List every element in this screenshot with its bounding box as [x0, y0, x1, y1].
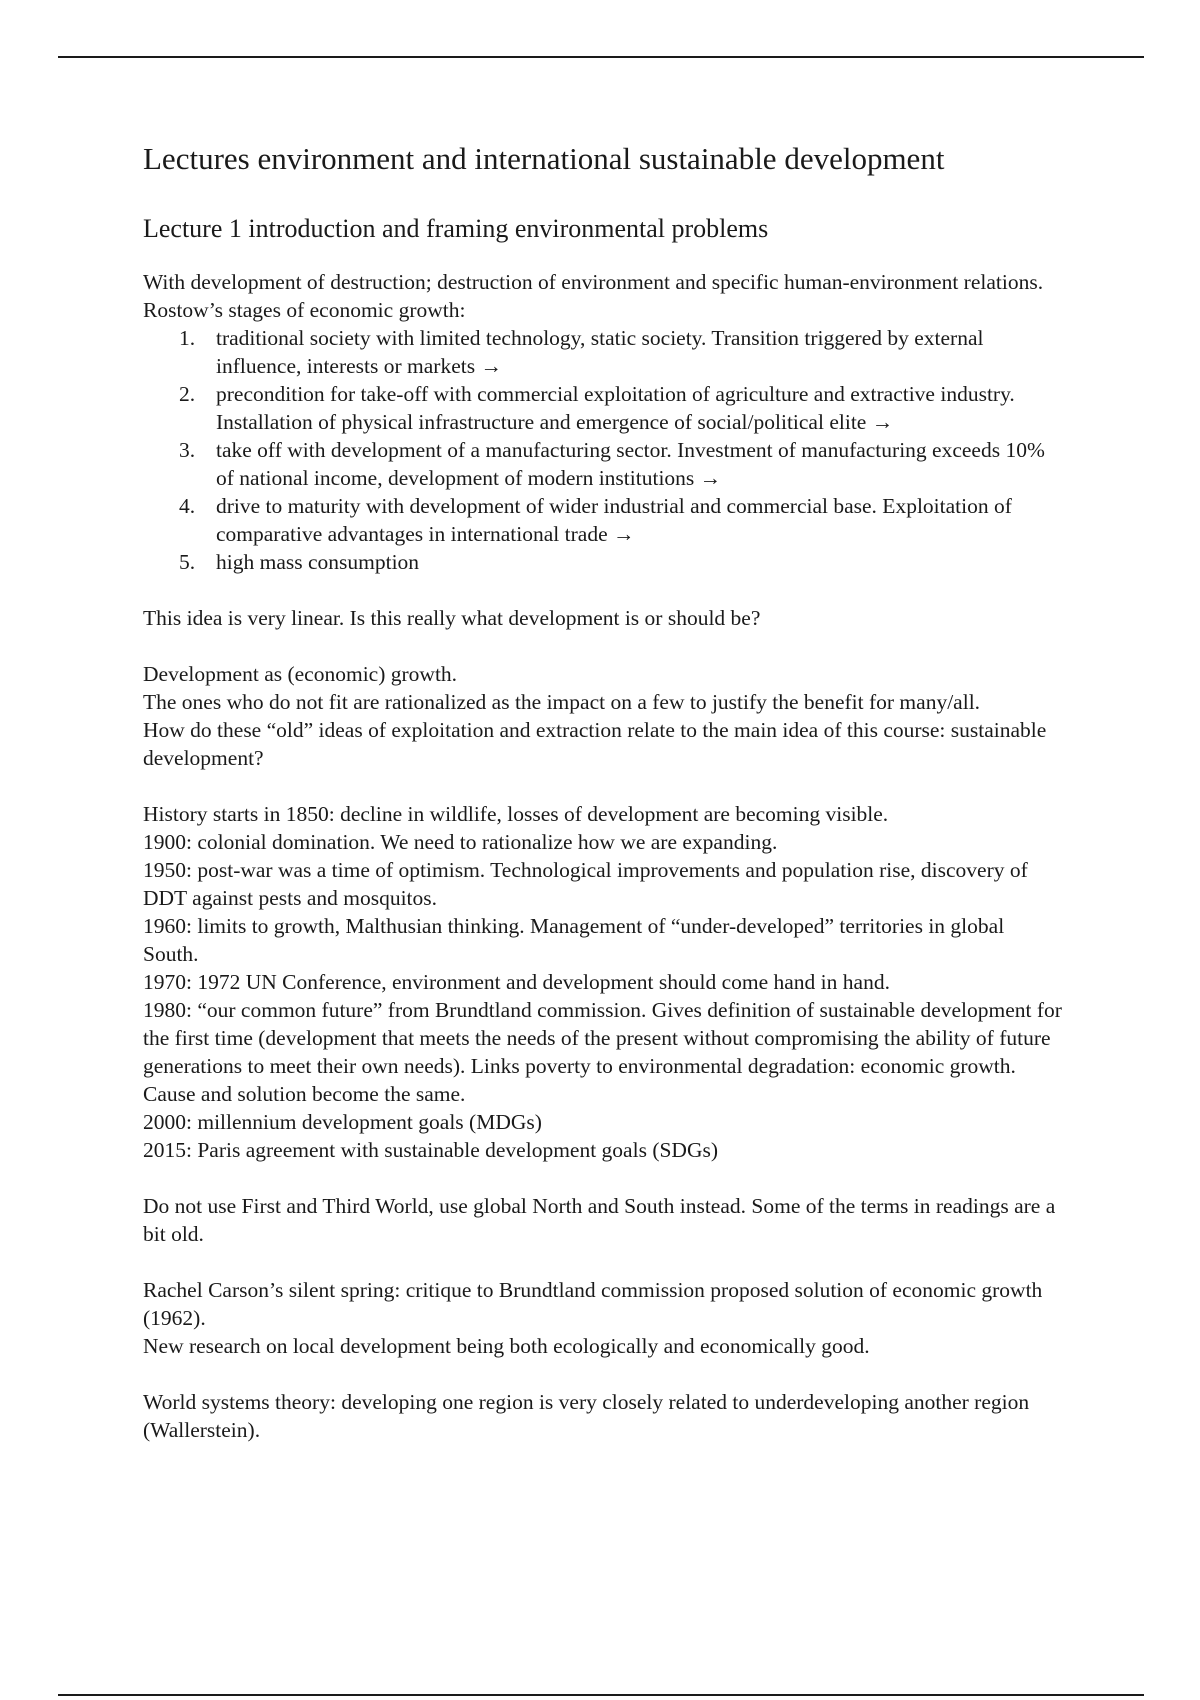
bottom-rule: [58, 1694, 1144, 1696]
list-item: 2. precondition for take-off with commercial exploitation of agriculture and extractive industry. Installation of physical infrastructure and emergence of social/political elite →: [179, 382, 1015, 435]
linear-question: This idea is very linear. Is this really what development is or should be?: [143, 606, 761, 631]
world-systems-paragraph: World systems theory: developing one region is very closely related to underdeveloping another region (Wallerstein).: [143, 1390, 1030, 1443]
list-item: 5. high mass consumption: [179, 550, 420, 575]
carson-paragraph: New research on local development being both ecologically and economically good.: [143, 1334, 870, 1359]
top-rule: [58, 56, 1144, 58]
history-line: 1960: limits to growth, Malthusian thinking. Management of “under-developed” territories in global South.: [143, 914, 1005, 967]
history-line: 2015: Paris agreement with sustainable development goals (SDGs): [143, 1138, 719, 1163]
history-line: 1900: colonial domination. We need to rationalize how we are expanding.: [143, 830, 778, 855]
growth-paragraph: The ones who do not fit are rationalized as the impact on a few to justify the benefit for many/all.: [143, 690, 981, 715]
intro-paragraph: Rostow’s stages of economic growth:: [143, 298, 466, 323]
growth-paragraph: Development as (economic) growth.: [143, 662, 458, 687]
history-line: History starts in 1850: decline in wildlife, losses of development are becoming visible.: [143, 802, 889, 827]
carson-paragraph: Rachel Carson’s silent spring: critique to Brundtland commission proposed solution of economic growth (1962).: [143, 1278, 1043, 1331]
history-line: 1980: “our common future” from Brundtland commission. Gives definition of sustainable development for the first time (development that meets the needs of the present without compromising the ability of future generations to meet their own needs). Links poverty to environmental degradation: economic growth. Cause and solution become the same.: [143, 998, 1062, 1107]
document-body: [143, 140, 1063, 1444]
list-item: 1. traditional society with limited technology, static society. Transition triggered by external influence, interests or markets →: [179, 326, 984, 379]
history-line: 2000: millennium development goals (MDGs): [143, 1110, 542, 1135]
document-title: Lectures environment and international sustainable development: [143, 141, 945, 176]
history-line: 1970: 1972 UN Conference, environment and development should come hand in hand.: [143, 970, 890, 995]
growth-paragraph: How do these “old” ideas of exploitation and extraction relate to the main idea of this course: sustainable development?: [143, 718, 1047, 771]
list-item: 3. take off with development of a manufacturing sector. Investment of manufacturing exceeds 10% of national income, development of modern institutions →: [179, 438, 1045, 491]
list-item: 4. drive to maturity with development of wider industrial and commercial base. Exploitation of comparative advantages in international trade →: [179, 494, 1012, 547]
terms-note: Do not use First and Third World, use global North and South instead. Some of the terms in readings are a bit old.: [143, 1194, 1056, 1247]
intro-paragraph: With development of destruction; destruction of environment and specific human-environment relations.: [143, 270, 1044, 295]
rostow-stages-list: [143, 324, 1063, 576]
lecture-heading: Lecture 1 introduction and framing environmental problems: [143, 214, 769, 244]
history-line: 1950: post-war was a time of optimism. Technological improvements and population rise, discovery of DDT against pests and mosquitos.: [143, 858, 1028, 911]
